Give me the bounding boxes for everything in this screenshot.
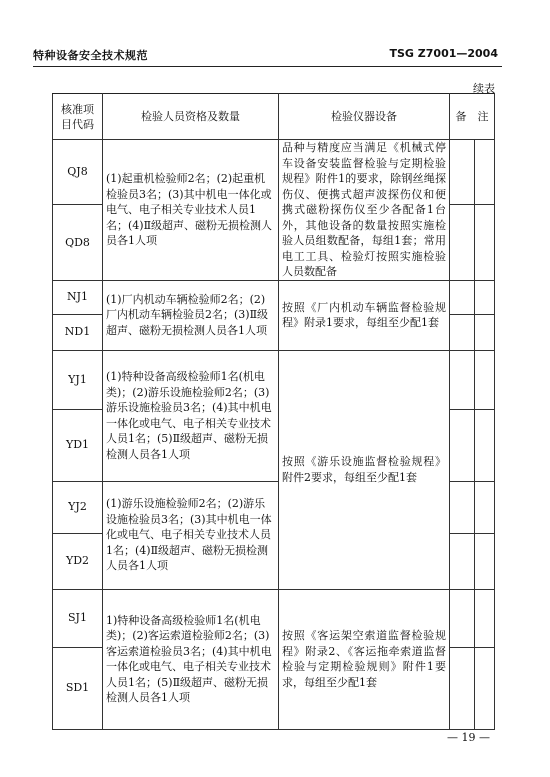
item-code: ND1 bbox=[53, 314, 103, 350]
qualification-cell: (1)起重机检验师2名；(2)起重机检验员3名；(3)其中机电一体化或电气、电子相关专业技术人员1名；(4)Ⅱ级超声、磁粉无损检测人员各1人项 bbox=[103, 140, 279, 281]
remarks-cell bbox=[475, 409, 495, 481]
remarks-cell bbox=[475, 350, 495, 409]
remarks-cell bbox=[475, 589, 495, 647]
remarks-cell bbox=[450, 140, 475, 205]
remarks-cell bbox=[475, 205, 495, 280]
remarks-cell bbox=[475, 140, 495, 205]
table-row bbox=[53, 280, 495, 314]
remarks-cell bbox=[450, 589, 475, 647]
header-equipment: 检验仪器设备 bbox=[279, 94, 450, 140]
document-code: TSG Z7001—2004 bbox=[389, 47, 498, 60]
remarks-cell bbox=[475, 647, 495, 729]
header-qualification: 检验人员资格及数量 bbox=[103, 94, 279, 140]
remarks-cell bbox=[475, 533, 495, 589]
item-code: YD1 bbox=[53, 409, 103, 481]
remarks-cell bbox=[475, 481, 495, 533]
inspection-table bbox=[52, 93, 495, 730]
equipment-cell: 按照《厂内机动车辆监督检验规程》附录1要求，每组至少配1套 bbox=[279, 280, 450, 350]
table-row bbox=[53, 140, 495, 205]
remarks-cell bbox=[450, 280, 475, 314]
document-title: 特种设备安全技术规范 bbox=[33, 49, 148, 62]
page-number: — 19 — bbox=[447, 731, 490, 744]
remarks-cell bbox=[450, 533, 475, 589]
remarks-cell bbox=[450, 350, 475, 409]
item-code: YJ2 bbox=[53, 481, 103, 533]
remarks-cell bbox=[475, 314, 495, 350]
equipment-cell: 按照《游乐设施监督检验规程》附件2要求，每组至少配1套 bbox=[279, 350, 450, 589]
remarks-cell bbox=[450, 205, 475, 280]
continued-label: 续表 bbox=[473, 82, 495, 95]
table-row bbox=[53, 350, 495, 409]
header-rule bbox=[33, 66, 502, 67]
qualification-cell: 1)特种设备高级检验师1名(机电类)；(2)客运索道检验师2名；(3)客运索道检验员3名；(4)其中机电一体化或电气、电子相关专业技术人员1名；(5)Ⅱ级超声、磁粉无损检测人员各1人项 bbox=[103, 589, 279, 729]
equipment-cell: 按照《客运架空索道监督检验规程》附录2、《客运拖牵索道监督检验与定期检验规则》附件1要求，每组至少配1套 bbox=[279, 589, 450, 729]
qualification-cell: (1)特种设备高级检验师1名(机电类)；(2)游乐设施检验师2名；(3)游乐设施检验员3名；(4)其中机电一体化或电气、电子相关专业技术人员1名；(5)Ⅱ级超声、磁粉无损检测人员各1人项 bbox=[103, 350, 279, 481]
table-row bbox=[53, 589, 495, 647]
table-header-row bbox=[53, 94, 495, 140]
remarks-cell bbox=[475, 280, 495, 314]
equipment-cell: 品种与精度应当满足《机械式停车设备安装监督检验与定期检验规程》附件1的要求，除钢丝绳探伤仪、便携式超声波探伤仪和便携式磁粉探伤仪至少各配备1台外，其他设备的数量按照实施检验人员组数配备，每组1套；常用电工工具、检验灯按照实施检验人员数配备 bbox=[279, 140, 450, 281]
item-code: SJ1 bbox=[53, 589, 103, 647]
item-code: NJ1 bbox=[53, 280, 103, 314]
header-code: 核准项目代码 bbox=[53, 94, 103, 140]
item-code: SD1 bbox=[53, 647, 103, 729]
item-code: QJ8 bbox=[53, 140, 103, 205]
item-code: QD8 bbox=[53, 205, 103, 280]
item-code: YJ1 bbox=[53, 350, 103, 409]
item-code: YD2 bbox=[53, 533, 103, 589]
qualification-cell: (1)厂内机动车辆检验师2名；(2)厂内机动车辆检验员2名；(3)Ⅱ级超声、磁粉无损检测人员各1人项 bbox=[103, 280, 279, 350]
header-remarks: 备 注 bbox=[450, 94, 495, 140]
remarks-cell bbox=[450, 314, 475, 350]
remarks-cell bbox=[450, 481, 475, 533]
qualification-cell: (1)游乐设施检验师2名；(2)游乐设施检验员3名；(3)其中机电一体化或电气、电子相关专业技术人员1名；(4)Ⅱ级超声、磁粉无损检测人员各1人项 bbox=[103, 481, 279, 589]
remarks-cell bbox=[450, 409, 475, 481]
remarks-cell bbox=[450, 647, 475, 729]
